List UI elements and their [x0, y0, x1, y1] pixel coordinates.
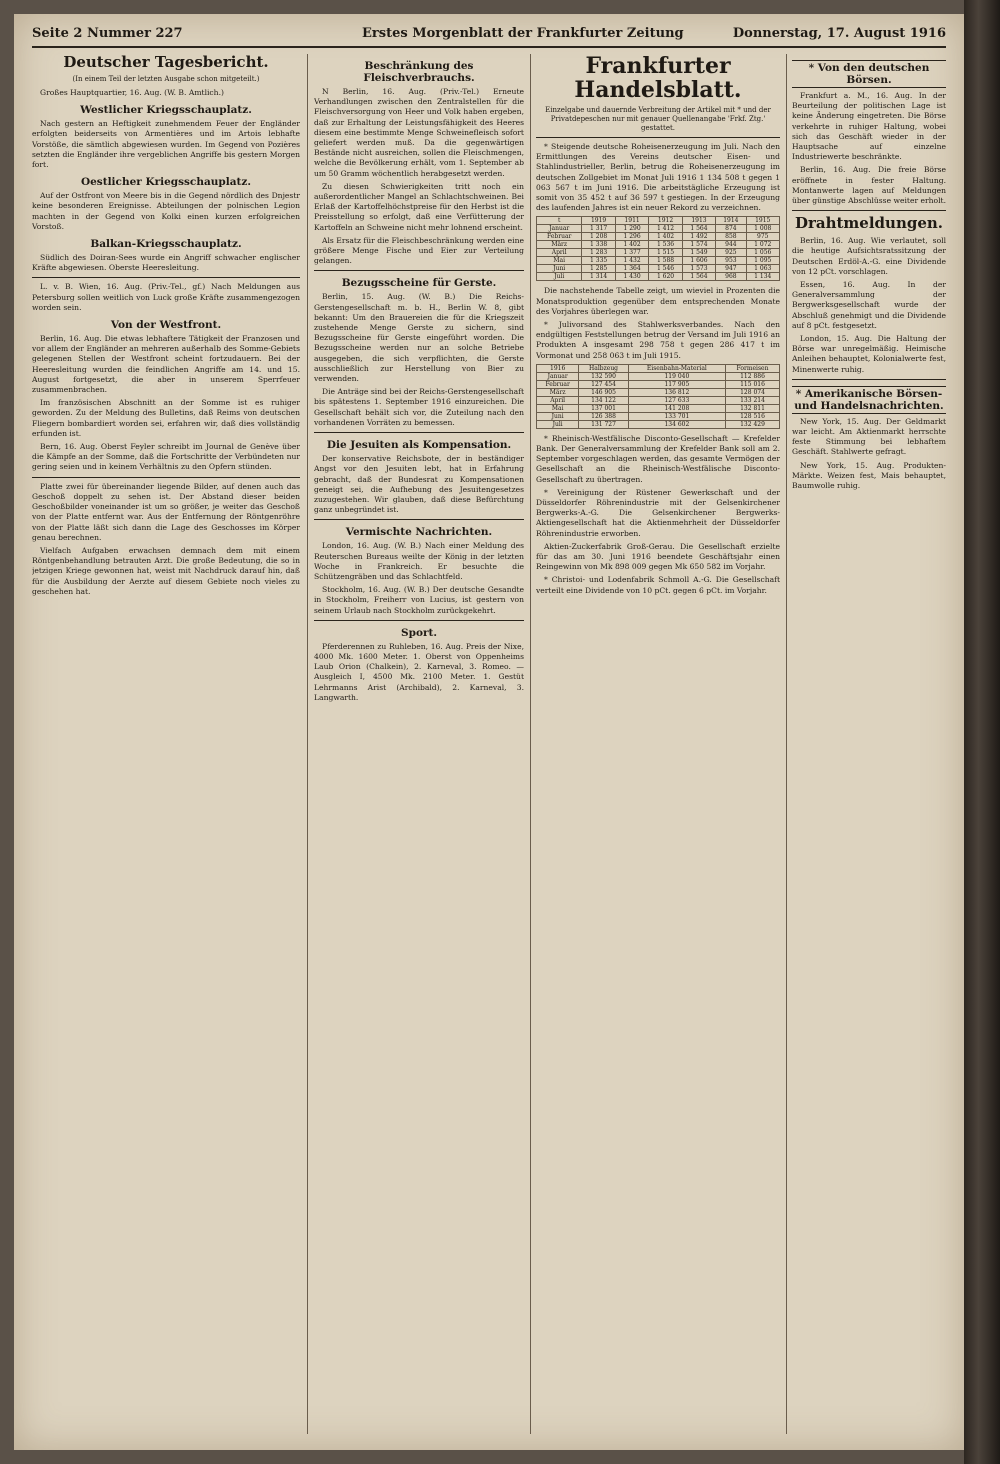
- page-header: [32, 24, 946, 48]
- table-cell: 1 056: [746, 249, 779, 257]
- paragraph: Pferderennen zu Ruhleben, 16. Aug. Preis der Nixe, 4000 Mk. 1600 Meter. 1. Oberst von Oppenheims Laub Orion (Chalkein), 2. Karneval, 3. Romeo. — Ausgleich I, 4500 Mk. 2100 Meter. 1. Gestüt Lehrmanns Arist (Archibald), 2. Karneval, 3. Langwarth.: [314, 641, 524, 702]
- table-row: [537, 241, 780, 249]
- paragraph: Vielfach Aufgaben erwachsen demnach dem mit einem Röntgenbehandlung betrauten Arzt. Die große Bedeutung, die so in jetzigen Kriege gewonnen hat, weist mit Nachdruck darauf hin, daß für die Ausbildung der Aerzte auf diesem Gebiete noch vieles zu geschehen hat.: [32, 545, 300, 596]
- table-header-cell: 1911: [615, 217, 648, 225]
- table-row: [537, 233, 780, 241]
- table-row: [537, 249, 780, 257]
- table-cell: Juni: [537, 412, 579, 420]
- table-cell: 1 314: [582, 273, 615, 281]
- table-cell: 1 492: [682, 233, 715, 241]
- table-cell: 128 516: [725, 412, 779, 420]
- table-cell: 1 134: [746, 273, 779, 281]
- column-rule: [786, 54, 787, 1434]
- paragraph: N Berlin, 16. Aug. (Priv.-Tel.) Erneute Verhandlungen zwischen den Zentralstellen für die Fleischversorgung von Heer und Volk haben ergeben, daß zur Erhaltung der Leistungsfähigkeit des Heeres diesem eine bestimmte Menge Schweinefleisch sofort geliefert werden muß. Da die gegenwärtigen Bestände nicht ausreichen, sollen die Fleischmengen, welche die Bevölkerung erhält, vom 1. September ab um 50 Gramm wöchentlich herabgesetzt werden.: [314, 87, 524, 178]
- table-header-cell: Formeisen: [725, 364, 779, 372]
- paragraph: Berlin, 16. Aug. Die etwas lebhaftere Tätigkeit der Franzosen und vor allem der Engländer an mehreren außerhalb des Somme-Gebiets gelegenen Stellen der Westfront scheint fortzudauern. Bei der Heeresleitung wurden die feindlichen Angriffe am 14. und 15. August fortgesetzt, die aber in unserem Sperrfeuer zusammenbrachen.: [32, 334, 300, 395]
- issue-date: Donnerstag, 17. August 1916: [732, 26, 946, 41]
- table-header-cell: 1912: [649, 217, 682, 225]
- divider: [314, 519, 524, 520]
- table-cell: 944: [716, 241, 746, 249]
- table-cell: 1 290: [615, 225, 648, 233]
- divider: [314, 432, 524, 433]
- section-heading: Oestlicher Kriegsschauplatz.: [80, 176, 252, 189]
- paragraph: Im französischen Abschnitt an der Somme ist es ruhiger geworden. Zu der Meldung des Bulletins, daß Reims von deutschen Fliegern bombardiert worden sei, erfahren wir, daß dies vollständig erfunden ist.: [32, 398, 300, 438]
- section-title: * Amerikanische Börsen- und Handelsnachrichten.: [792, 386, 946, 414]
- table-cell: 1 515: [649, 249, 682, 257]
- table-cell: 1 072: [746, 241, 779, 249]
- table-cell: April: [537, 249, 582, 257]
- table-cell: 1 546: [649, 265, 682, 273]
- paragraph: Frankfurt a. M., 16. Aug. In der Beurteilung der politischen Lage ist keine Änderung eingetreten. Die Börse verkehrte in ruhiger Haltung, wobei sich das Geschäft wieder in der Hauptsache auf einzelne Industriewerte beschränkte.: [792, 91, 946, 162]
- table-cell: 132 429: [725, 420, 779, 428]
- table-cell: 134 602: [628, 420, 725, 428]
- table-cell: 1 430: [615, 273, 648, 281]
- table-cell: 1 402: [649, 233, 682, 241]
- table-cell: 1 573: [682, 265, 715, 273]
- table-row: [537, 372, 780, 380]
- table-cell: 1 095: [746, 257, 779, 265]
- table-cell: 1 283: [582, 249, 615, 257]
- table-header-cell: 1914: [716, 217, 746, 225]
- paragraph: Berlin, 16. Aug. Wie verlautet, soll die heutige Aufsichtsratssitzung der Deutschen Erdöl-A.-G. eine Dividende von 12 pCt. vorschlagen.: [792, 236, 946, 276]
- article-title: Vermischte Nachrichten.: [345, 526, 493, 539]
- table-header-cell: 1919: [582, 217, 615, 225]
- divider: [314, 620, 524, 621]
- paragraph: Als Ersatz für die Fleischbeschränkung werden eine größere Menge Fische und Eier zur Verteilung gelangen.: [314, 235, 524, 266]
- table-row: [537, 265, 780, 273]
- paragraph: * Vereinigung der Rüstener Gewerkschaft und der Düsseldorfer Röhrenindustrie mit der Gelsenkirchener Bergwerks-A.-G. Die Gelsenkirchener Bergwerks-Aktiengesellschaft hat die Aktienmehrheit der Düsseldorfer Röhrenindustrie erworben.: [536, 487, 780, 538]
- table-cell: 146 905: [579, 388, 628, 396]
- newspaper-page: [14, 14, 964, 1450]
- table-cell: 1 335: [582, 257, 615, 265]
- shipment-table: [536, 364, 780, 429]
- table-cell: 141 208: [628, 404, 725, 412]
- table-cell: Juli: [537, 273, 582, 281]
- section-heading: Westlicher Kriegsschauplatz.: [80, 104, 252, 117]
- table-header-cell: 1916: [537, 364, 579, 372]
- paragraph: Nach gestern an Heftigkeit zunehmendem Feuer der Engländer erfolgten beiderseits von Armentières und im Artois lebhafte Vorstöße, die sämtlich abgewiesen wurden. Im Gegend von Pozières setzten die Engländer ihre vergeblichen Angriffe bis gestern Morgen fort.: [32, 119, 300, 170]
- table-cell: 126 388: [579, 412, 628, 420]
- paragraph: Berlin, 16. Aug. Die freie Börse eröffnete in fester Haltung. Montanwerte lagen auf Meldungen über günstige Abschlüsse weiter erholt.: [792, 165, 946, 206]
- copyright-note: Einzelgabe und dauernde Verbreitung der Artikel mit * und der Privatdepeschen nur mit genauer Quellenangabe 'Frkf. Ztg.' gestattet.: [545, 106, 771, 132]
- table-cell: 112 886: [725, 372, 779, 380]
- publication-title: Erstes Morgenblatt der Frankfurter Zeitung: [362, 26, 684, 41]
- article-title: Deutscher Tagesbericht.: [63, 54, 269, 71]
- paragraph: * Christoi- und Lodenfabrik Schmoll A.-G. Die Gesellschaft verteilt eine Dividende von 10 pCt. gegen 6 pCt. im Vorjahr.: [536, 575, 780, 595]
- table-cell: 1 008: [746, 225, 779, 233]
- table-cell: Januar: [537, 225, 582, 233]
- page-binding-edge: [964, 0, 1000, 1464]
- table-cell: 1 536: [649, 241, 682, 249]
- table-cell: März: [537, 388, 579, 396]
- table-cell: Februar: [537, 380, 579, 388]
- table-cell: 1 606: [682, 257, 715, 265]
- table-cell: 1 564: [682, 225, 715, 233]
- table-header-cell: t: [537, 217, 582, 225]
- table-cell: 1 338: [582, 241, 615, 249]
- article-title: Beschränkung des Fleischverbrauchs.: [363, 60, 475, 84]
- table-cell: 947: [716, 265, 746, 273]
- table-cell: 1 432: [615, 257, 648, 265]
- table-cell: 1 063: [746, 265, 779, 273]
- table-row: [537, 420, 780, 428]
- table-cell: 131 727: [579, 420, 628, 428]
- table-cell: 1 412: [649, 225, 682, 233]
- table-cell: 133 701: [628, 412, 725, 420]
- paragraph: Essen, 16. Aug. In der Generalversammlung der Bergwerksgesellschaft wurde der Abschluß genehmigt und die Dividende auf 8 pCt. festgesetzt.: [792, 280, 946, 330]
- table-cell: 117 905: [628, 380, 725, 388]
- article-title: Die Jesuiten als Kompensation.: [326, 439, 512, 452]
- table-cell: April: [537, 396, 579, 404]
- table-cell: Mai: [537, 404, 579, 412]
- table-cell: 858: [716, 233, 746, 241]
- paragraph: * Julivorsand des Stahlwerksverbandes. Nach den endgültigen Feststellungen betrug der Versand im Juli 1916 an Produkten A insgesamt 298 758 t gegen 286 417 t im Vormonat und 258 063 t im Juli 1915.: [536, 320, 780, 360]
- table-row: [537, 380, 780, 388]
- divider: [32, 277, 300, 278]
- table-cell: Juli: [537, 420, 579, 428]
- column-war-report: [32, 54, 300, 1434]
- table-cell: 1 285: [582, 265, 615, 273]
- divider: [792, 379, 946, 380]
- column-business: [536, 54, 780, 1434]
- paragraph: London, 16. Aug. (W. B.) Nach einer Meldung des Reuterschen Bureaus weilte der König in der letzten Woche in Frankreich. Er besuchte die Schützengräben und das Schlachtfeld.: [314, 541, 524, 581]
- table-cell: Juni: [537, 265, 582, 273]
- table-cell: 1 564: [682, 273, 715, 281]
- table-cell: 1 402: [615, 241, 648, 249]
- table-header-cell: Halbzeug: [579, 364, 628, 372]
- table-row: [537, 412, 780, 420]
- table-cell: 1 588: [649, 257, 682, 265]
- table-cell: 133 214: [725, 396, 779, 404]
- table-row: [537, 257, 780, 265]
- table-cell: 119 040: [628, 372, 725, 380]
- table-cell: Januar: [537, 372, 579, 380]
- paragraph: Die Anträge sind bei der Reichs-Gerstengesellschaft bis spätestens 1. September 1916 einzureichen. Die Gesellschaft behält sich vor, die Zuteilung nach den vorhandenen Vorräten zu bemessen.: [314, 387, 524, 427]
- divider: [536, 137, 780, 138]
- paragraph: Zu diesen Schwierigkeiten tritt noch ein außerordentlicher Mangel an Schlachtschweinen. Bei Erlaß der Kartoffelhöchstpreise für den Herbst ist die Preisstellung so erfolgt, daß eine Verfütterung der Kartoffeln an Schweine nicht mehr lohnend erscheint.: [314, 181, 524, 232]
- table-row: [537, 396, 780, 404]
- table-cell: 127 454: [579, 380, 628, 388]
- paragraph: Aktien-Zuckerfabrik Groß-Gerau. Die Gesellschaft erzielte für das am 30. Juni 1916 beendete Geschäftsjahr einen Reingewinn von Mk 898 009 gegen Mk 650 582 im Vorjahr.: [536, 541, 780, 572]
- column-news: [314, 54, 524, 1434]
- table-cell: 132 590: [579, 372, 628, 380]
- paragraph: New York, 15. Aug. Der Geldmarkt war leicht. Am Aktienmarkt herrschte feste Stimmung bei lebhaftem Geschäft. Stahlwerte gefragt.: [792, 416, 946, 457]
- table-row: [537, 388, 780, 396]
- paragraph: Die nachstehende Tabelle zeigt, um wieviel in Prozenten die Monatsproduktion gegenüber dem entsprechenden Monate des Vorjahres überlegen war.: [536, 286, 780, 316]
- table-header-cell: 1915: [746, 217, 779, 225]
- table-cell: 1 208: [582, 233, 615, 241]
- table-cell: 1 549: [682, 249, 715, 257]
- section-title: Drahtmeldungen.: [794, 214, 944, 233]
- section-title: Frankfurter Handelsblatt.: [574, 54, 742, 103]
- paragraph: L. v. B. Wien, 16. Aug. (Priv.-Tel., gf.) Nach Meldungen aus Petersburg sollen weitlich von Luck große Kräfte zusammengezogen worden sein.: [32, 282, 300, 312]
- table-cell: 874: [716, 225, 746, 233]
- table-header-cell: 1913: [682, 217, 715, 225]
- table-cell: 1 364: [615, 265, 648, 273]
- table-cell: 127 633: [628, 396, 725, 404]
- table-cell: 953: [716, 257, 746, 265]
- table-cell: 1 620: [649, 273, 682, 281]
- paragraph: Platte zwei für übereinander liegende Bilder, auf denen auch das Geschoß doppelt zu sehen ist. Der Abstand dieser beiden Geschoßbilder voneinander ist um so größer, je weiter das Geschoß von der Platte entfernt war. Aus der Entfernung der Röntgenröhre von der Platte läßt sich dann die Lage des Geschosses im Körper genau berechnen.: [32, 481, 300, 542]
- table-cell: 1 377: [615, 249, 648, 257]
- table-cell: Februar: [537, 233, 582, 241]
- table-cell: Mai: [537, 257, 582, 265]
- table-header-cell: Eisenbahn-Material: [628, 364, 725, 372]
- paragraph: * Steigende deutsche Roheisenerzeugung im Juli. Nach den Ermittlungen des Vereins deutscher Eisen- und Stahlindustrieller, Berlin, betrug die Roheisenerzeugung im deutschen Zollgebiet im Monat Juli 1916 1 134 508 t gegen 1 063 567 t im Juni 1916. Die arbeitstägliche Erzeugung ist somit von 35 452 t auf 36 597 t gestiegen. In der Erzeugung des laufenden Jahres ist ein neuer Rekord zu verzeichnen.: [536, 142, 780, 213]
- column-rule: [530, 54, 531, 1434]
- table-cell: 128 074: [725, 388, 779, 396]
- paragraph: Stockholm, 16. Aug. (W. B.) Der deutsche Gesandte in Stockholm, Freiherr von Lucius, ist gestern von seinem Urlaub nach Stockholm zurückgekehrt.: [314, 585, 524, 615]
- paragraph: New York, 15. Aug. Produkten-Märkte. Weizen fest, Mais behauptet, Baumwolle ruhig.: [792, 460, 946, 491]
- dateline: Großes Hauptquartier, 16. Aug. (W. B. Amtlich.): [40, 88, 224, 97]
- paragraph: London, 15. Aug. Die Haltung der Börse war unregelmäßig. Heimische Anleihen behauptet, Kolonialwerte fest, Minenwerte ruhig.: [792, 334, 946, 374]
- page-number: Seite 2 Nummer 227: [32, 26, 183, 41]
- table-cell: 137 001: [579, 404, 628, 412]
- section-heading: Balkan-Kriegsschauplatz.: [90, 238, 242, 251]
- table-cell: 134 122: [579, 396, 628, 404]
- paragraph: Auf der Ostfront von Meere bis in die Gegend nördlich des Dnjestr keine besonderen Ereignisse. Abteilungen der polnischen Legion machten in der Gegend von Kolki einen kurzen erfolgreichen Vorstoß.: [32, 191, 300, 231]
- paragraph: * Rheinisch-Westfälische Disconto-Gesellschaft — Krefelder Bank. Der Generalversammlung der Krefelder Bank soll am 2. September vorgeschlagen werden, das gesamte Vermögen der Gesellschaft an die Rheinisch-Westfälische Disconto-Gesellschaft zu übertragen.: [536, 433, 780, 484]
- column-rule: [307, 54, 308, 1434]
- table-row: [537, 404, 780, 412]
- table-row: [537, 273, 780, 281]
- table-cell: 1 317: [582, 225, 615, 233]
- article-title: Sport.: [401, 626, 437, 639]
- table-row: [537, 225, 780, 233]
- divider: [792, 210, 946, 211]
- paragraph: Berlin, 15. Aug. (W. B.) Die Reichs-Gerstengesellschaft m. b. H., Berlin W. 8, gibt bekannt: Um den Brauereien die für die Kriegszeit zustehende Menge Gerste zu sichern, sind Bezugsscheine für Gerste eingeführt worden. Die Bezugsscheine werden nur an solche Betriebe ausgegeben, die sich verpflichten, die Gerste ausschließlich zur Herstellung von Bier zu verwenden.: [314, 292, 524, 384]
- table-cell: 968: [716, 273, 746, 281]
- divider: [32, 477, 300, 478]
- table-cell: 115 016: [725, 380, 779, 388]
- table-cell: März: [537, 241, 582, 249]
- production-table: [536, 216, 780, 281]
- column-markets: [792, 54, 946, 1434]
- table-cell: 136 812: [628, 388, 725, 396]
- paragraph: Südlich des Doiran-Sees wurde ein Angriff schwacher englischer Kräfte abgewiesen. Oberste Heeresleitung.: [32, 253, 300, 273]
- table-cell: 132 811: [725, 404, 779, 412]
- paragraph: Der konservative Reichsbote, der in beständiger Angst vor den Jesuiten lebt, hat in Erfahrung gebracht, daß der Bundesrat zu Kompensationen geneigt sei, die Aufhebung des Jesuitengesetzes zuzugestehen. Wir glauben, daß diese Befürchtung ganz unbegründet ist.: [314, 454, 524, 515]
- article-subtitle: (In einem Teil der letzten Ausgabe schon mitgeteilt.): [72, 75, 260, 83]
- table-cell: 975: [746, 233, 779, 241]
- article-title: Bezugsscheine für Gerste.: [341, 277, 497, 290]
- divider: [314, 270, 524, 271]
- table-cell: 925: [716, 249, 746, 257]
- section-title: * Von den deutschen Börsen.: [792, 60, 946, 88]
- table-cell: 1 296: [615, 233, 648, 241]
- paragraph: Bern, 16. Aug. Oberst Feyler schreibt im Journal de Genève über die Kämpfe an der Somme, daß die Fortschritte der Verbündeten nur gering seien und in keinem Verhältnis zu den Opfern stünden.: [32, 442, 300, 472]
- table-cell: 1 574: [682, 241, 715, 249]
- section-heading: Von der Westfront.: [110, 319, 222, 332]
